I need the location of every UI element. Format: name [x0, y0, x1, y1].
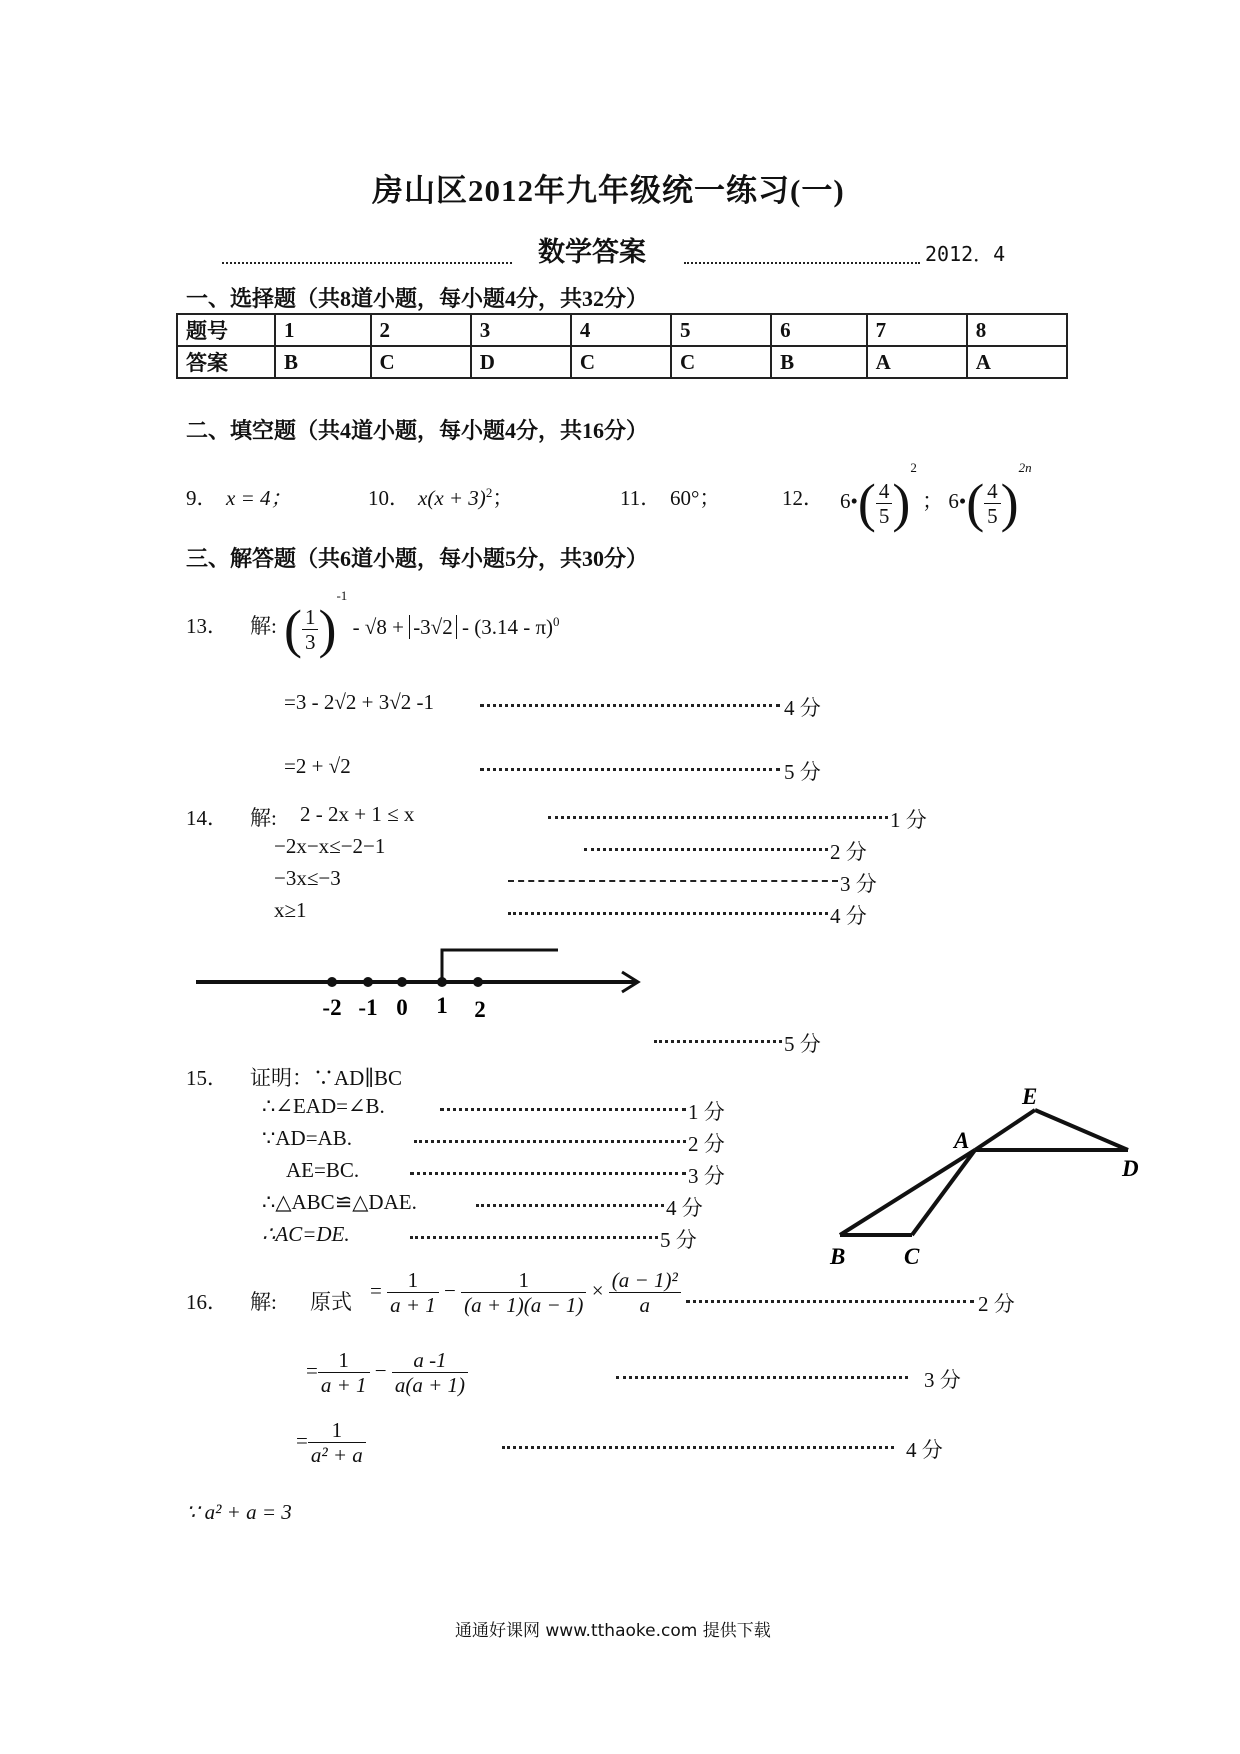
- q10-answer-wrap: [418, 482, 513, 512]
- q13-fraction: [302, 605, 319, 654]
- tick-label: 2: [474, 997, 486, 1020]
- tick-dot: [473, 977, 483, 987]
- q10-label: 10．: [368, 486, 410, 510]
- leader-dots: [654, 1040, 782, 1043]
- tick-label: 0: [396, 995, 408, 1020]
- tick-dot: [397, 977, 407, 987]
- table-row: [177, 346, 1067, 378]
- q13-part-a: - √8 +: [352, 615, 404, 639]
- q11-answer: 60°；: [670, 486, 721, 510]
- q13-score: 5 分: [784, 760, 821, 784]
- paren-open: (: [966, 473, 985, 534]
- leader-dots: [480, 768, 780, 771]
- answer-table: [176, 313, 1068, 379]
- q14-score: 2 分: [830, 840, 867, 864]
- q16-score: 4 分: [906, 1438, 943, 1462]
- leader-dots: [686, 1300, 974, 1303]
- number-line-diagram: [190, 940, 650, 1020]
- numerator: (a − 1)²: [609, 1268, 681, 1293]
- denominator: a + 1: [390, 1293, 436, 1318]
- leader-dots: [548, 816, 888, 819]
- q13-solve: 解:: [250, 614, 277, 638]
- q14-score: 3 分: [840, 872, 877, 896]
- numerator: 1: [308, 1418, 366, 1443]
- minus: −: [444, 1278, 456, 1303]
- equals: =: [296, 1428, 308, 1453]
- q16-score: 2 分: [978, 1292, 1015, 1316]
- leader-dots: [684, 262, 920, 264]
- leader-dashes: [508, 880, 838, 882]
- denominator: a: [639, 1293, 650, 1318]
- q12-fraction: [984, 479, 1001, 528]
- table-cell: A: [967, 346, 1067, 378]
- numerator: 1: [461, 1268, 586, 1293]
- leader-dots: [410, 1236, 658, 1239]
- q15-step: ∵AD=AB.: [262, 1126, 352, 1150]
- q13-expression: [284, 588, 560, 660]
- q15-step: ∴∠EAD=∠B.: [262, 1094, 385, 1118]
- leader-dots: [616, 1376, 908, 1379]
- q14-step: −2x−x≤−2−1: [274, 834, 386, 858]
- numerator: 1: [318, 1348, 370, 1373]
- point-label: D: [1122, 1156, 1139, 1181]
- table-cell: C: [571, 346, 671, 378]
- q14-step: x≥1: [274, 898, 307, 922]
- point-label: B: [830, 1244, 846, 1269]
- footer-credit: 通通好课网 www.tthaoke.com 提供下载: [455, 1621, 771, 1641]
- q10-end: ；: [492, 486, 514, 510]
- table-cell: 3: [471, 314, 571, 346]
- q12-exponent: 2n: [1018, 460, 1032, 475]
- leader-dots: [508, 912, 828, 915]
- q15-score: 1 分: [688, 1100, 725, 1124]
- q10-exponent: 2: [485, 485, 493, 500]
- q12-answer: [840, 460, 1032, 534]
- q12-label: 12．: [782, 486, 824, 510]
- q10-answer: x(x + 3): [418, 486, 486, 510]
- q15-step: ∴AC=DE.: [262, 1222, 350, 1246]
- denominator: 5: [987, 503, 998, 528]
- q12-separator: ；: [922, 489, 944, 513]
- denominator: 3: [304, 629, 316, 654]
- q14-solve: 解:: [250, 806, 277, 830]
- leader-dots: [410, 1172, 686, 1175]
- table-cell: 4: [571, 314, 671, 346]
- table-cell: 8: [967, 314, 1067, 346]
- section-heading: 二、填空题（共4道小题，每小题4分，共16分）: [186, 418, 649, 443]
- tick-label: -2: [322, 995, 342, 1020]
- q12-exponent: 2: [910, 460, 917, 475]
- q14-step: 2 - 2x + 1 ≤ x: [300, 802, 415, 826]
- minus: −: [374, 1358, 387, 1383]
- numerator: 1: [302, 605, 319, 630]
- q15-step: AE=BC.: [286, 1158, 360, 1182]
- q12-fraction: [876, 479, 893, 528]
- page-subtitle: 数学答案: [538, 237, 646, 267]
- section-heading: 三、解答题（共6道小题，每小题5分，共30分）: [186, 546, 649, 571]
- table-cell: 5: [671, 314, 771, 346]
- numerator: a -1: [392, 1348, 468, 1373]
- table-cell: 2: [371, 314, 471, 346]
- q11-label: 11．: [620, 486, 662, 510]
- segment-ab: [840, 1150, 975, 1235]
- fraction: [461, 1268, 586, 1317]
- q13-label: 13．: [186, 614, 228, 638]
- q13-exponent: 0: [553, 614, 560, 629]
- q13-step: =2 + √2: [284, 754, 351, 778]
- denominator: a(a + 1): [394, 1373, 466, 1398]
- q12-coef: 6•: [948, 489, 967, 513]
- paren-open: (: [284, 599, 302, 660]
- table-cell: C: [371, 346, 471, 378]
- q15-score: 5 分: [660, 1228, 697, 1252]
- tick-dot: [363, 977, 373, 987]
- q14-step: −3x≤−3: [274, 866, 341, 890]
- leader-dots: [584, 848, 828, 851]
- denominator: a + 1: [320, 1373, 367, 1398]
- q16-step: [296, 1418, 366, 1467]
- table-cell: A: [867, 346, 967, 378]
- q15-score: 2 分: [688, 1132, 725, 1156]
- segment-ed: [1035, 1110, 1128, 1150]
- q13-part-c: - (3.14 - π): [461, 615, 554, 639]
- q16-label: 16．: [186, 1290, 228, 1314]
- date: 2012．4: [925, 242, 1006, 266]
- q12-coef: 6•: [840, 489, 858, 513]
- q15-step: ∴△ABC≌△DAE.: [262, 1190, 417, 1214]
- section-heading: 一、选择题（共8道小题，每小题4分，共32分）: [186, 286, 649, 311]
- numerator: 4: [984, 479, 1001, 504]
- leader-dots: [480, 704, 780, 707]
- segment-ac: [912, 1150, 975, 1235]
- q15-score: 3 分: [688, 1164, 725, 1188]
- q15-score: 4 分: [666, 1196, 703, 1220]
- tick-label: 1: [436, 993, 448, 1018]
- row-label: 题号: [177, 314, 275, 346]
- q9-answer: x = 4；: [226, 486, 292, 510]
- numerator: 1: [387, 1268, 439, 1293]
- denominator: 5: [878, 503, 890, 528]
- q13-step: =3 - 2√2 + 3√2 -1: [284, 690, 434, 714]
- page-title: 房山区2012年九年级统一练习(一): [372, 173, 845, 208]
- point-label: E: [1022, 1084, 1038, 1109]
- table-cell: C: [671, 346, 771, 378]
- tick-dot: [327, 977, 337, 987]
- paren-close: ): [1000, 473, 1019, 534]
- paren-close: ): [892, 473, 911, 534]
- q16-solve: 解:: [250, 1290, 277, 1314]
- q14-score: 5 分: [784, 1032, 821, 1056]
- tick-dot: [437, 977, 447, 987]
- solution-bracket: [442, 950, 558, 982]
- q14-score: 1 分: [890, 808, 927, 832]
- q16-score: 3 分: [924, 1368, 961, 1392]
- equals: =: [370, 1278, 382, 1303]
- leader-dots: [502, 1446, 894, 1449]
- point-label: A: [954, 1128, 970, 1153]
- q9-label: 9．: [186, 486, 218, 510]
- q13-abs: -3√2: [409, 615, 457, 639]
- q16-expression: [370, 1268, 681, 1317]
- q13-exponent: -1: [336, 588, 348, 603]
- leader-dots: [476, 1204, 664, 1207]
- table-cell: 1: [275, 314, 371, 346]
- table-cell: D: [471, 346, 571, 378]
- paren-close: ): [318, 599, 337, 660]
- fraction: [318, 1348, 370, 1397]
- leader-dots: [414, 1140, 686, 1143]
- q15-prove: 证明：∵AD∥BC: [250, 1066, 403, 1090]
- leader-dots: [440, 1108, 686, 1111]
- q14-score: 4 分: [830, 904, 867, 928]
- row-label: 答案: [177, 346, 275, 378]
- q13-score: 4 分: [784, 696, 821, 720]
- numerator: 4: [876, 479, 893, 504]
- fraction: [392, 1348, 468, 1397]
- segment-ae: [975, 1110, 1035, 1150]
- point-label: C: [904, 1244, 920, 1269]
- fraction: [308, 1418, 366, 1467]
- fraction: [387, 1268, 439, 1317]
- fraction: [609, 1268, 681, 1317]
- times: ×: [591, 1278, 604, 1303]
- q14-label: 14．: [186, 806, 228, 830]
- paren-open: (: [857, 473, 876, 534]
- equals: =: [306, 1358, 318, 1383]
- q16-original: 原式: [310, 1290, 352, 1314]
- table-cell: 7: [867, 314, 967, 346]
- tick-label: -1: [358, 995, 378, 1020]
- q16-condition: ∵ a² + a = 3: [186, 1500, 292, 1524]
- table-row: [177, 314, 1067, 346]
- q15-label: 15．: [186, 1066, 228, 1090]
- geometry-figure: [820, 1080, 1150, 1280]
- q16-step: [306, 1348, 468, 1397]
- leader-dots: [222, 262, 512, 264]
- table-cell: B: [771, 346, 867, 378]
- table-cell: B: [275, 346, 371, 378]
- table-cell: 6: [771, 314, 867, 346]
- denominator: (a + 1)(a − 1): [464, 1293, 584, 1318]
- denominator: a² + a: [310, 1443, 363, 1468]
